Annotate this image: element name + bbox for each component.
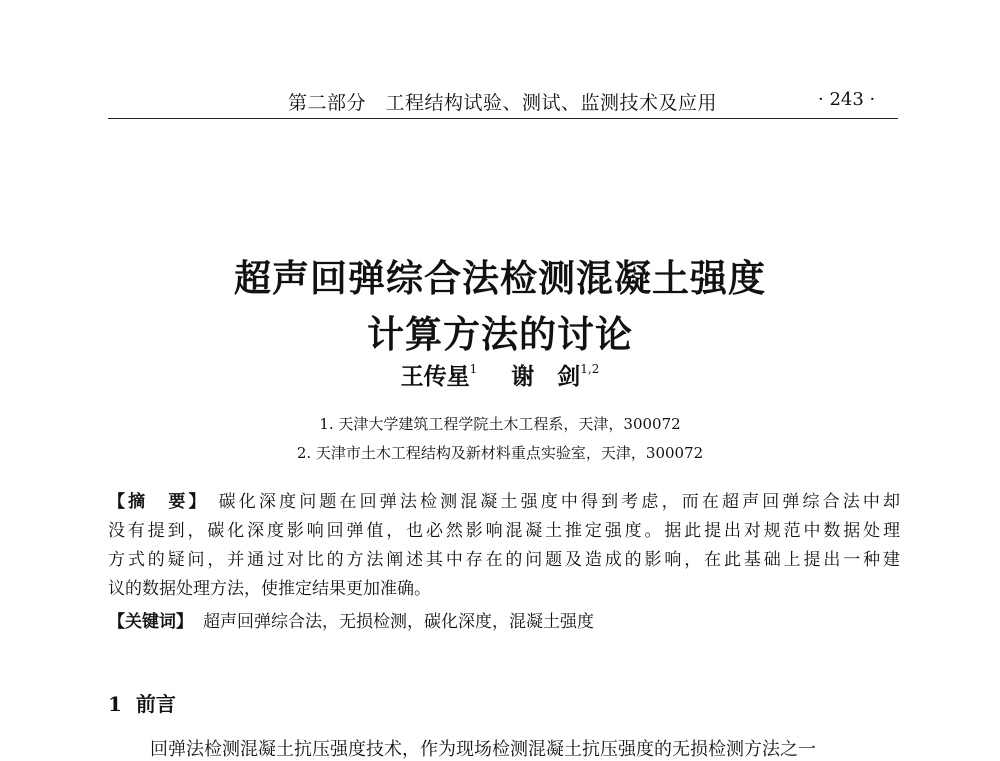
keywords-text: 超声回弹综合法，无损检测，碳化深度，混凝土强度 (203, 612, 594, 632)
section-number: 1 (108, 692, 122, 716)
page-number: · 243 · (818, 89, 876, 110)
abstract-line-1 (108, 488, 900, 517)
running-head: 第二部分 工程结构试验、测试、监测技术及应用 (288, 92, 718, 114)
section-heading (108, 688, 176, 717)
keywords (108, 607, 900, 632)
abstract-line-2: 没有提到，碳化深度影响回弹值，也必然影响混凝土推定强度。据此提出对规范中数据处理 (108, 521, 900, 541)
keywords-label: 【关键词】 (108, 612, 193, 632)
author-2-affiliation-mark: 1,2 (580, 362, 600, 376)
author-1-name: 王传星 (400, 363, 470, 390)
paper-title-line-2: 计算方法的讨论 (367, 312, 633, 356)
affiliation-2: 2. 天津市土木工程结构及新材料重点实验室，天津，300072 (296, 444, 704, 462)
affiliation-1: 1. 天津大学建筑工程学院土木工程系，天津，300072 (319, 415, 681, 433)
authors (0, 358, 1000, 391)
author-1-affiliation-mark: 1 (469, 362, 478, 376)
abstract-line-3: 方式的疑问，并通过对比的方法阐述其中存在的问题及造成的影响，在此基础上提出一种建 (108, 550, 900, 570)
header-rule (108, 118, 898, 119)
paper-title-line-1: 超声回弹综合法检测混凝土强度 (234, 256, 766, 300)
abstract (108, 488, 900, 604)
section-title: 前言 (135, 692, 176, 716)
author-2-name: 谢 剑 (511, 363, 581, 390)
body-first-line: 回弹法检测混凝土抗压强度技术，作为现场检测混凝土抗压强度的无损检测方法之一 (150, 739, 816, 760)
abstract-label: 【摘 要】 (108, 492, 209, 512)
abstract-line-4: 议的数据处理方法，使推定结果更加准确。 (108, 579, 431, 599)
abstract-text-1: 碳化深度问题在回弹法检测混凝土强度中得到考虑，而在超声回弹综合法中却 (218, 492, 901, 512)
